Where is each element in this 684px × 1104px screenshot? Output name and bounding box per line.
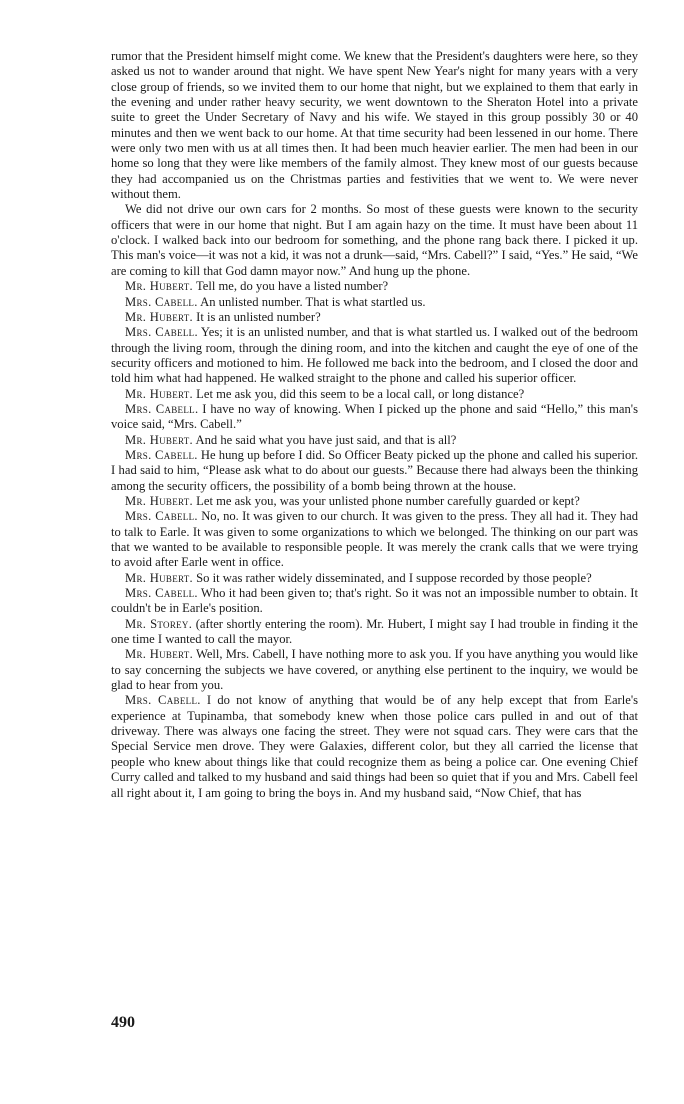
page-number: 490 [111,1014,135,1031]
paragraph-text: I have no way of knowing. When I picked up the phone and said “Hello,” this man's voice said, “Mrs. Cabell.” [111,401,638,432]
paragraph [111,586,638,617]
paragraph [111,433,638,448]
paragraph-text: Who it had been given to; that's right. So it was not an impossible number to obtain. It couldn't be in Earle's position. [111,586,639,616]
speaker-name: Mr. Storey. [125,616,193,631]
speaker-name: Mr. Hubert. [125,647,194,662]
speaker-name: Mrs. Cabell. [125,586,198,601]
paragraph [111,571,638,586]
speaker-name: Mrs. Cabell. [125,401,199,416]
speaker-name: Mr. Hubert. [125,279,194,294]
paragraph-text: We did not drive our own cars for 2 months. So most of these guests were known to the security officers that were in our home that night. But I am again hazy on the time. It must have been about 11 o'clock. I walked back into our bedroom for something, and the phone rang back there. I picked it up. This man's voice—it was not a kid, it was not a drunk—said, “Mrs. Cabell?” I said, “Yes.” He said, “We are coming to kill that God damn mayor now.” And hung up the phone. [111,202,638,278]
paragraph-text: (after shortly entering the room). Mr. Hubert, I might say I had trouble in finding it the one time I wanted to call the mayor. [111,616,638,647]
paragraph-text: He hung up before I did. So Officer Beaty picked up the phone and called his superior. I had said to him, “Please ask what to do about our guests.” Because there had always been the thinking among the security officers, the possibility of a bomb being thrown at the house. [111,447,638,493]
paragraph [111,617,638,648]
speaker-name: Mr. Hubert. [125,493,194,508]
paragraph [111,693,638,800]
paragraph-text: Let me ask you, was your unlisted phone number carefully guarded or kept? [196,493,580,508]
paragraph-text: rumor that the President himself might come. We knew that the President's daughters were here, so they asked us not to wander around that night. We have spent New Year's night for many years with a very close group of friends, so we invited them to our home that night, but we explained to them that early in the evening and under rather heavy security, we went downtown to the Sheraton Hotel into a private suite to greet the Under Secretary of Navy and his wife. We stayed in this group possibly 30 or 40 minutes and then we went back to our home. At that time security had been lessened in our home. There were only two men with us at all times then. It had been much heavier earlier. The men had been in our home so long that they were like members of the family almost. They knew most of our guests because they had accompanied us on the Christmas parties and festivities that we went to. We were never without them. [111,49,638,202]
paragraph-text: And he said what you have just said, and that is all? [195,432,457,447]
speaker-name: Mr. Hubert. [125,309,194,324]
paragraph [111,647,638,693]
speaker-name: Mrs. Cabell. [125,447,198,462]
paragraph-text: I do not know of anything that would be of any help except that from Earle's experience at Tupinamba, that somebody knew when those police cars pulled in and out of that driveway. There was always one facing the street. They were not squad cars. They were cars that the Special Service men drove. They were Galaxies, different color, but they all carried the license that people who knew about things like that could recognize them as being a police car. One evening Chief Curry called and talked to my husband and said things had been so quiet that if you and Mrs. Cabell feel all right about it, I am going to bring the boys in. And my husband said, “Now Chief, that has [111,693,638,800]
paragraph-text: Tell me, do you have a listed number? [195,279,389,294]
paragraph-text: Let me ask you, did this seem to be a local call, or long distance? [196,386,525,401]
paragraph [111,509,638,570]
speaker-name: Mrs. Cabell. [125,325,198,340]
paragraph [111,494,638,509]
paragraph-text: So it was rather widely disseminated, and I suppose recorded by those people? [196,570,592,585]
paragraph-text: No, no. It was given to our church. It was given to the press. They all had it. They had to talk to Earle. It was given to some organizations to which we belonged. The thinking on our part was that we wanted to be available to responsible people. It was merely the crank calls that we were trying to avoid after Earle went in office. [111,509,638,570]
paragraph [111,49,638,202]
paragraph [111,448,638,494]
speaker-name: Mrs. Cabell. [125,693,201,708]
paragraph [111,310,638,325]
paragraph-text: An unlisted number. That is what startled us. [200,294,426,309]
speaker-name: Mr. Hubert. [125,432,194,447]
paragraph [111,279,638,294]
document-body [111,49,638,801]
paragraph [111,295,638,310]
speaker-name: Mr. Hubert. [125,386,194,401]
paragraph-text: It is an unlisted number? [196,309,321,324]
paragraph [111,387,638,402]
paragraph-text: Well, Mrs. Cabell, I have nothing more to ask you. If you have anything you would like to say concerning the subjects we have covered, or anything else pertinent to the inquiry, we would be glad to hear from you. [111,647,638,693]
speaker-name: Mrs. Cabell. [125,509,198,524]
paragraph [111,202,638,279]
paragraph [111,402,638,433]
speaker-name: Mr. Hubert. [125,570,194,585]
speaker-name: Mrs. Cabell. [125,294,198,309]
paragraph [111,325,638,386]
paragraph-text: Yes; it is an unlisted number, and that is what startled us. I walked out of the bedroom through the living room, through the dining room, and into the kitchen and caught the eye of one of the security officers and motioned to him. He followed me back into the bedroom, and I closed the door and told him what had happened. He walked straight to the phone and called his superior officer. [111,325,638,386]
